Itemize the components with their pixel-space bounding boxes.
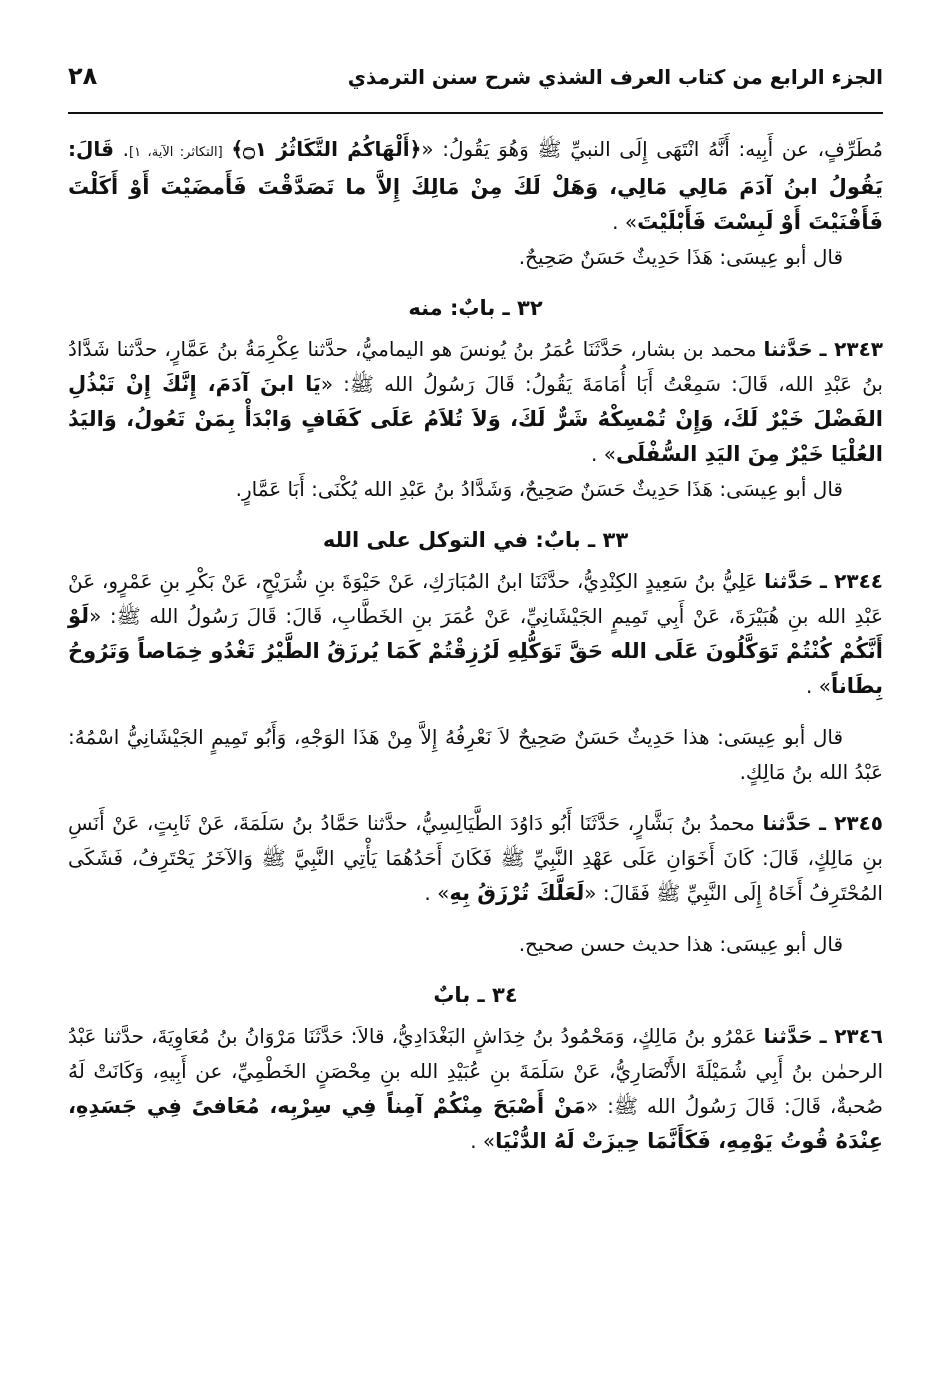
hadith-2343 xyxy=(68,332,883,472)
qala-word: قَالَ: xyxy=(68,137,114,161)
hadith-number: ٢٣٤٣ ـ xyxy=(819,337,883,361)
chapter-heading-34: ٣٤ ـ بابٌ xyxy=(433,983,518,1007)
continuation-text: مُطَرِّفٍ، عن أَبِيه: أَنَّهُ انْتَهَى إِلَى النبيِّ ﷺ وَهُوَ يَقُولُ: « xyxy=(421,137,884,161)
tirmidhi-comment: قال أبو عِيسَى: هذا حديث حسن صحيح. xyxy=(518,932,843,956)
tirmidhi-comment: قال أبو عِيسَى: هَذَا حَدِيثٌ حَسَنٌ صَحِيحٌ. xyxy=(518,245,843,269)
prophetic-quote: لَوْ أَنَّكُمْ كُنْتُمْ تَوَكَّلُونَ عَلَى الله حَقَّ تَوَكُّلِهِ لَرُزِقْتُمْ كَمَا يُرزَقُ الطَّيْرُ تَغْدُو خِمَاصاً وَتَرُوحُ بِطَاناً xyxy=(68,604,883,698)
isnad-text: عَمْرُو بنُ مَالِكٍ، وَمَحْمُودُ بنُ خِدَاشٍ البَغْدَادِيُّ، قالاَ: حَدَّثَنَا مَرْوَانُ بنُ مُعَاوِيَةَ، حدَّثنا عَبْدُ الرحمٰن بنُ أَبِي شُمَيْلَةَ الأَنْصَارِيُّ، عَنْ سَلَمَةَ بنِ عُبَيْدِ الله بنِ مِحْصَنٍ الخَطْمِيِّ، عن أَبِيهِ، وَكَانَتْ لَهُ صُحبةٌ، قَالَ: قَالَ رَسُولُ الله ﷺ: « xyxy=(68,1024,883,1118)
prophetic-quote: مَنْ أَصْبَحَ مِنْكُمْ آمِناً فِي سِرْبِه، مُعَافىً فِي جَسَدِهِ، عِنْدَهُ قُوتُ يَوْمِهِ، فَكَأَنَّمَا حِيزَتْ لَهُ الدُّنْيَا xyxy=(68,1094,883,1153)
hadith-number: ٢٣٤٦ ـ xyxy=(819,1024,884,1048)
hadith-continuation xyxy=(68,132,883,240)
hadith-number: ٢٣٤٥ ـ xyxy=(819,811,883,835)
isnad-text: محمد بن بشار، حَدَّثَنَا عُمَرُ بنُ يُونسَ هو اليماميُّ، حدَّثنا عِكْرِمَةُ بنُ عَمَّارٍ، حدَّثنا شَدَّادُ بنُ عَبْدِ الله، قَالَ: سَمِعْتُ أَبَا أُمَامَةَ يَقُولُ: قَالَ رَسُولُ الله ﷺ: « xyxy=(68,337,883,396)
tahdith-word: حَدَّثنا xyxy=(763,337,813,361)
hadith-2345 xyxy=(68,806,883,911)
document-page xyxy=(68,62,883,1159)
verse-reference: [التكاثر: الآية، ١] xyxy=(129,145,223,160)
tahdith-word: حَدَّثنا xyxy=(762,811,812,835)
prophetic-quote: لَعَلَّكَ تُرْزَقُ بِهِ xyxy=(449,881,585,905)
page-body xyxy=(68,132,883,1159)
running-header xyxy=(68,62,883,114)
tirmidhi-comment: قال أبو عِيسَى: هَذَا حَدِيثٌ حَسَنٌ صَحِيحٌ، وَشَدَّادُ بنُ عَبْدِ الله يُكْنَى: أَبَا عَمَّارٍ. xyxy=(235,477,843,501)
quote-end: » . xyxy=(806,674,831,698)
hadith-2344 xyxy=(68,564,883,704)
chapter-heading-33: ٣٣ ـ بابٌ: في التوكل على الله xyxy=(322,528,629,552)
tirmidhi-comment: قال أبو عِيسَى: هذا حَدِيثٌ حَسَنٌ صَحِيحٌ لاَ نَعْرِفُهُ إِلاَّ مِنْ هَذَا الوَجْهِ، وَأَبُو تَمِيمٍ الجَيْشَانِيُّ اسْمُهُ: عَبْدُ الله بنُ مَالِكٍ. xyxy=(68,725,883,784)
hadith-2346 xyxy=(68,1019,883,1159)
continuation-end: . xyxy=(122,137,130,161)
quran-verse: ﴿أَلْهَاكُمُ التَّكَاثُرُ ۝١﴾ xyxy=(231,137,422,161)
quote-end: » . xyxy=(612,210,638,234)
isnad-text: عَلِيُّ بنُ سَعِيدٍ الكِنْدِيُّ، حدَّثَنَا ابنُ المُبَارَكِ، عَنْ حَيْوَةَ بنِ شُرَيْحٍ، عَنْ بَكْرِ بنِ عَمْرٍو، عَنْ عَبْدِ الله بنِ هُبَيْرَةَ، عَنْ أَبِي تَمِيمٍ الجَيْشَانِيِّ، عَنْ عُمَرَ بنِ الخَطَّابِ، قَالَ: قَالَ رَسُولُ الله ﷺ: « xyxy=(68,569,883,628)
tahdith-word: حَدَّثنا xyxy=(763,1024,813,1048)
quote-end: » . xyxy=(470,1129,496,1153)
prophetic-quote: يَا ابنَ آدَمَ، إِنَّكَ إِنْ تَبْذُلِ الفَضْلَ خَيْرٌ لَكَ، وَإِنْ تُمْسِكْهُ شَرٌّ لَكَ، وَلاَ تُلاَمُ عَلَى كَفَافٍ وَابْدَأْ بِمَنْ تَعُولُ، وَاليَدُ العُلْيَا خَيْرٌ مِنَ اليَدِ السُّفْلَى xyxy=(68,372,883,466)
tahdith-word: حَدَّثنا xyxy=(764,569,814,593)
quote-end: » . xyxy=(424,881,450,905)
chapter-heading-32: ٣٢ ـ بابٌ: منه xyxy=(408,296,543,320)
quote-end: » . xyxy=(590,442,616,466)
book-title: الجزء الرابع من كتاب العرف الشذي شرح سنن الترمذي xyxy=(347,65,883,89)
prophetic-quote: يَقُولُ ابنُ آدَمَ مَالِي مَالِي، وَهَلْ لَكَ مِنْ مَالِكَ إِلاَّ ما تَصَدَّقْتَ فَأَمضَيْتَ أَوْ أَكَلْتَ فَأَفْنَيْتَ أَوْ لَبِسْتَ فَأَبْلَيْتَ xyxy=(68,175,883,234)
hadith-number: ٢٣٤٤ ـ xyxy=(820,569,883,593)
isnad-text: محمدُ بنُ بَشَّارٍ، حَدَّثَنَا أَبُو دَاوُدَ الطَّيَالِسِيُّ، حدَّثنا حَمَّادُ بنُ سَلَمَةَ، عَنْ ثَابِتٍ، عَنْ أَنَسِ بنِ مَالِكٍ، قَالَ: كَانَ أَخَوَانِ عَلَى عَهْدِ النَّبِيِّ ﷺ فَكَانَ أَحَدُهُمَا يَأْتِي النَّبِيَّ ﷺ وَالآخَرُ يَحْتَرِفُ، فَشَكَى المُحْتَرِفُ أَخَاهُ إِلَى النَّبِيِّ ﷺ فَقَالَ: « xyxy=(68,811,883,905)
page-number: ٢٨ xyxy=(68,62,98,90)
